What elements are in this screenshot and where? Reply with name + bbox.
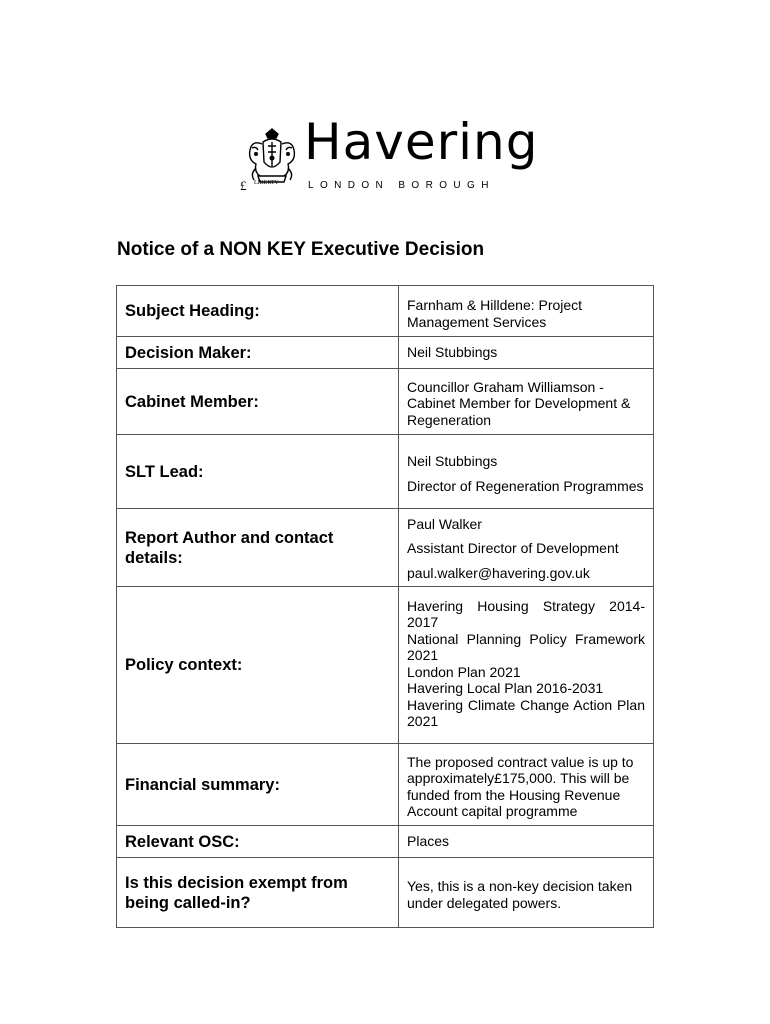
decision-table [116,285,654,928]
decision-maker-label: Decision Maker: [117,337,399,369]
policy-item: Havering Housing Strategy 2014-2017 [407,597,645,630]
slt-lead-name: Neil Stubbings [407,453,498,469]
policy-context-cell [399,587,654,744]
pound-sign: £ [240,178,247,193]
cabinet-member-label: Cabinet Member: [117,369,399,435]
report-author-role: Assistant Director of Development [407,540,619,557]
report-author-cell [399,509,654,587]
relevant-osc-value: Places [399,826,654,858]
call-in-label: Is this decision exempt from being called-in? [117,858,399,928]
subject-value: Farnham & Hilldene: Project Management Services [399,286,654,337]
financial-summary-value: The proposed contract value is up to approximately£175,000. This will be funded from the Housing Revenue Account capital programme [399,744,654,826]
slt-lead-label: SLT Lead: [117,435,399,509]
havering-logo [240,113,539,198]
report-author-label: Report Author and contact details: [117,509,399,587]
policy-item: National Planning Policy Framework 2021 [407,630,645,663]
policy-context-label: Policy context: [117,587,399,744]
financial-summary-label: Financial summary: [117,744,399,826]
page-title: Notice of a NON KEY Executive Decision [117,239,485,260]
relevant-osc-label: Relevant OSC: [117,826,399,858]
report-author-name: Paul Walker [407,515,482,532]
table-row-call-in [117,858,654,928]
policy-item: London Plan 2021 [407,663,521,680]
brand-name: Havering [304,113,539,171]
table-row-decision-maker [117,337,654,369]
table-row-relevant-osc [117,826,654,858]
table-row-report-author [117,509,654,587]
motto-ribbon: LIBERTY [254,180,279,186]
table-row-policy-context [117,587,654,744]
policy-item: Havering Climate Change Action Plan 2021 [407,696,645,729]
brand-subtitle: LONDON BOROUGH [308,180,495,191]
table-row-slt-lead [117,435,654,509]
cabinet-member-value: Councillor Graham Williamson - Cabinet Member for Development & Regeneration [399,369,654,435]
table-row-financial-summary [117,744,654,826]
slt-lead-cell [399,435,654,509]
table-row-subject [117,286,654,337]
subject-label: Subject Heading: [117,286,399,337]
slt-lead-role: Director of Regeneration Programmes [407,477,644,494]
call-in-value: Yes, this is a non-key decision taken under delegated powers. [399,858,654,928]
report-author-email: paul.walker@havering.gov.uk [407,564,590,581]
coat-of-arms-icon [246,128,298,188]
decision-maker-value: Neil Stubbings [399,337,654,369]
table-row-cabinet-member [117,369,654,435]
policy-item: Havering Local Plan 2016-2031 [407,680,604,696]
